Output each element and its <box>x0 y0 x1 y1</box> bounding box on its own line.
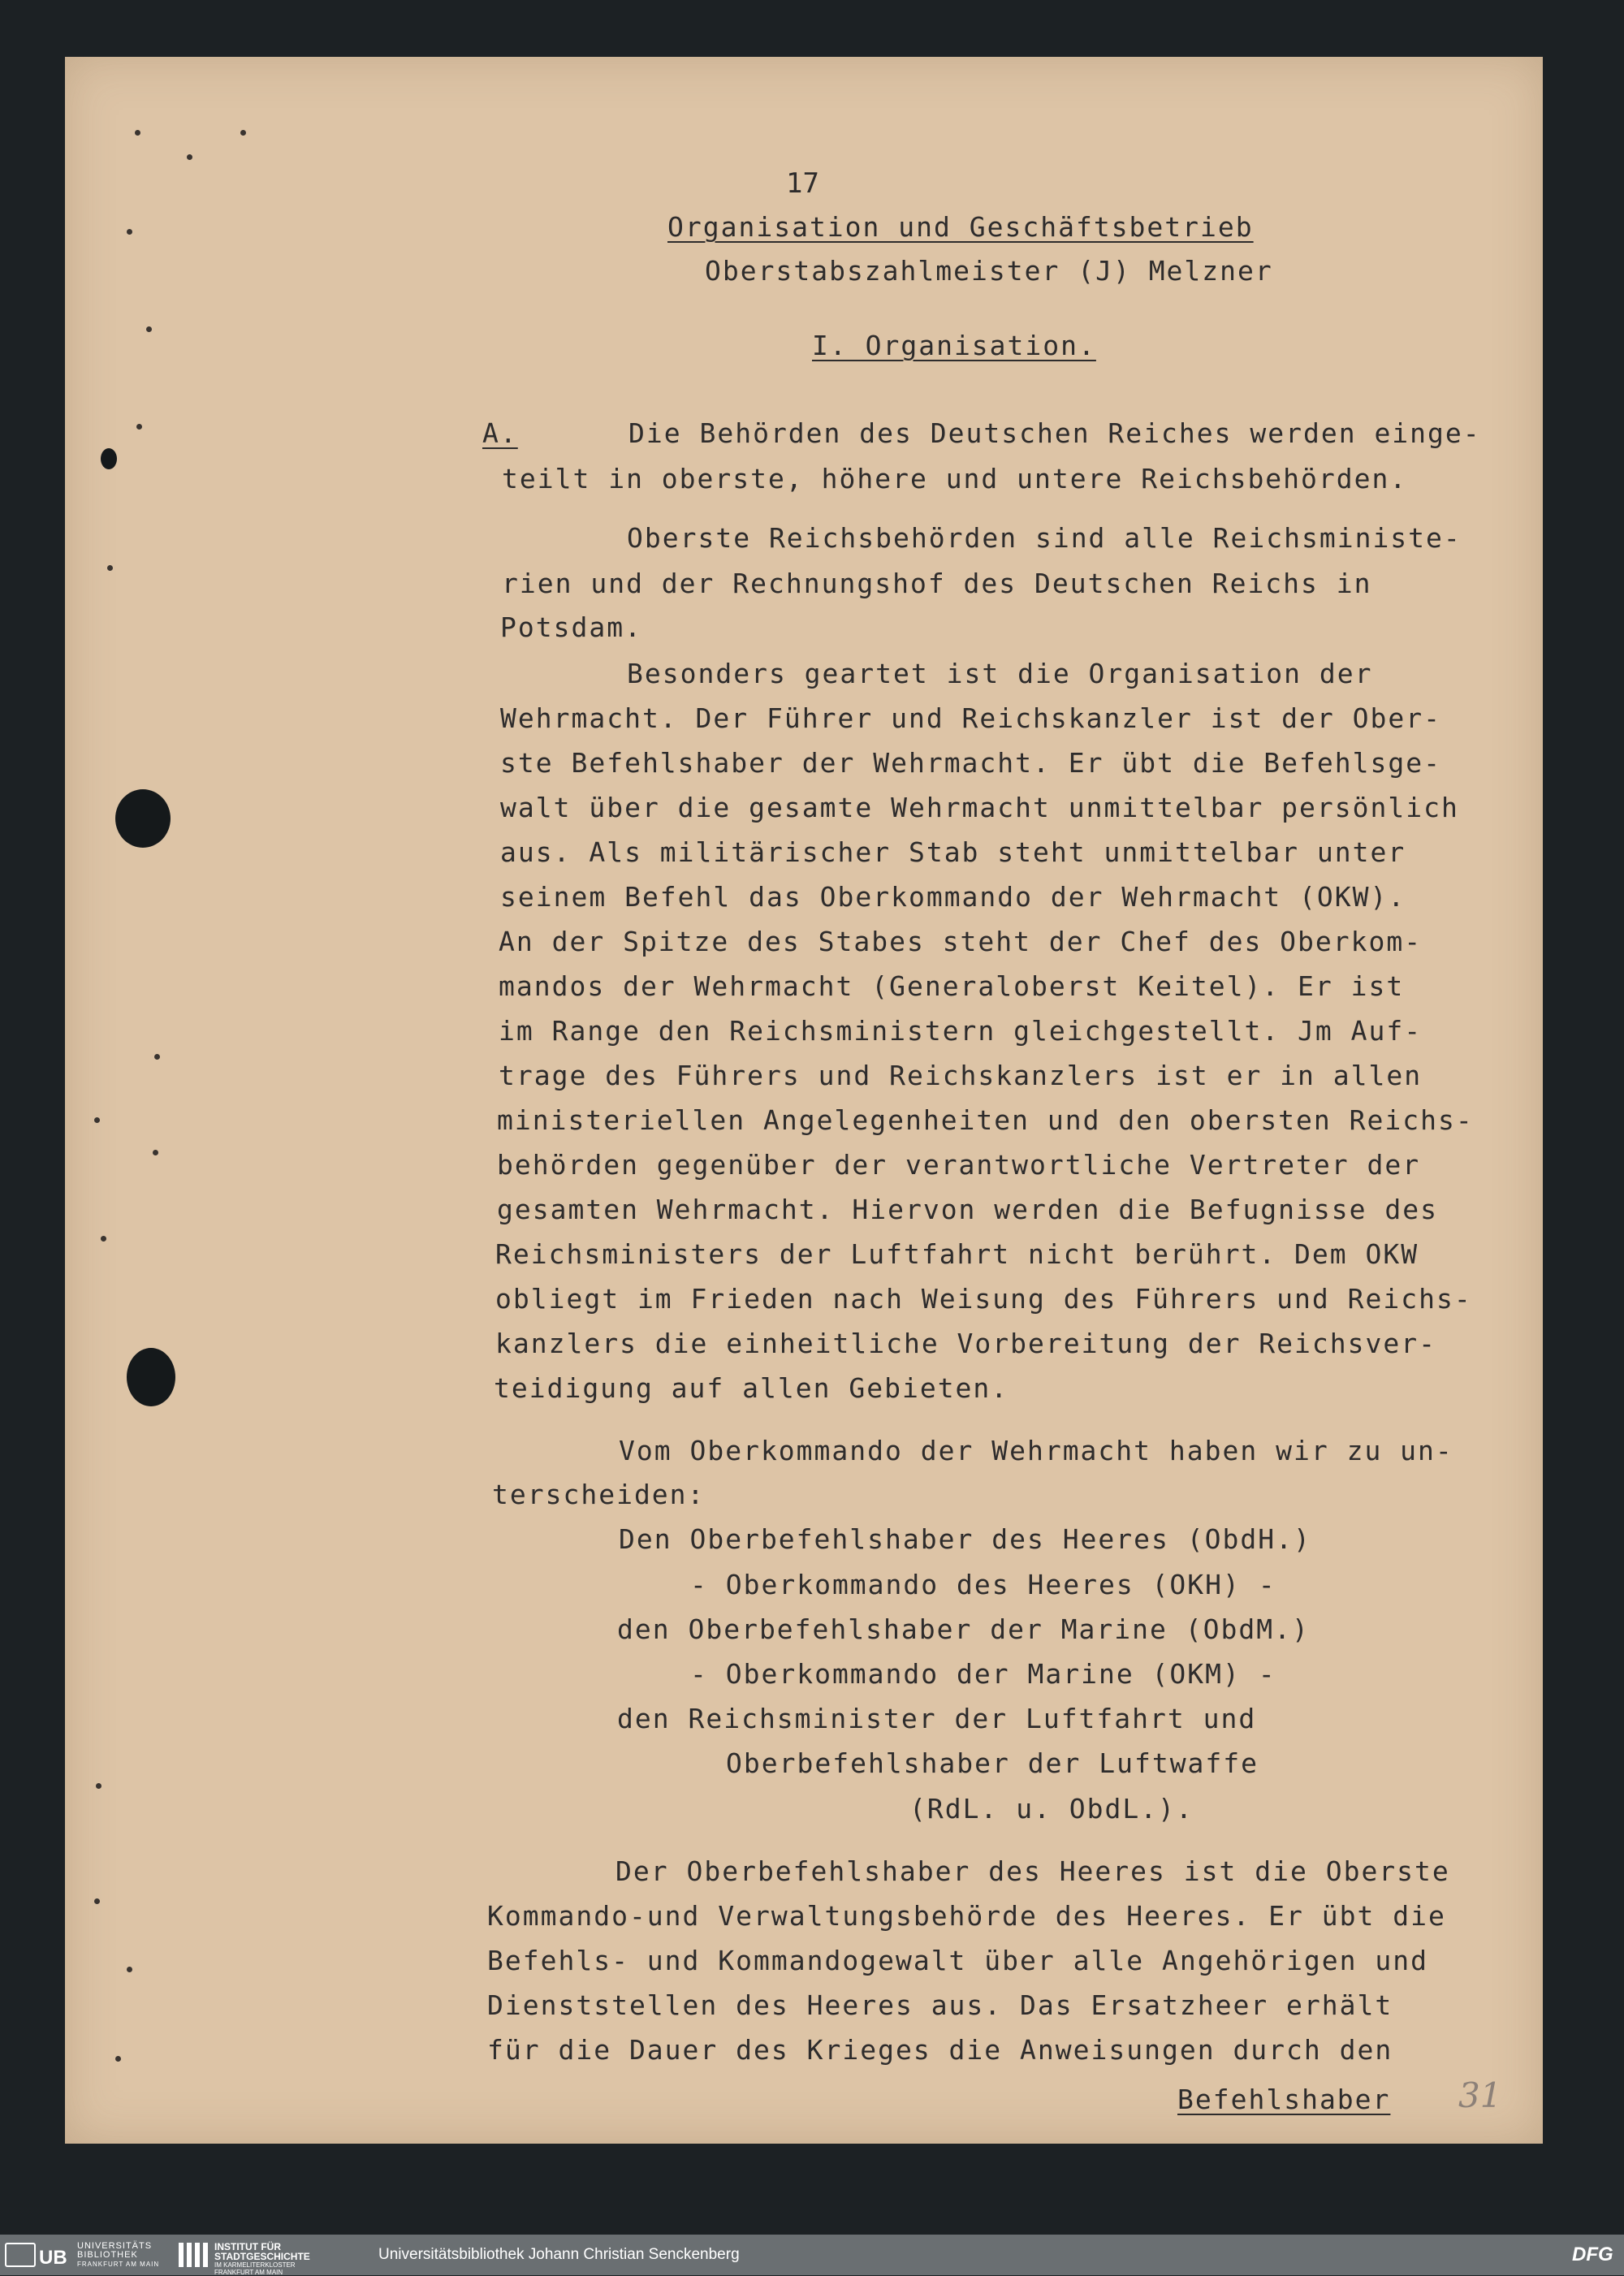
document-page <box>65 57 1543 2144</box>
list-line: den Oberbefehlshaber der Marine (ObdM.) <box>617 1613 1310 1645</box>
body-line: ste Befehlshaber der Wehrmacht. Er übt die Befehlsge- <box>500 747 1441 779</box>
section-title: I. Organisation. <box>812 330 1096 361</box>
section-marker: A. <box>482 417 518 449</box>
paper-speck <box>94 1117 100 1123</box>
ub-logo-text: UB <box>39 2247 67 2269</box>
body-line: kanzlers die einheitliche Vorbereitung der Reichsver- <box>495 1328 1436 1359</box>
catchword: Befehlshaber <box>1177 2084 1391 2115</box>
body-line: Dienststellen des Heeres aus. Das Ersatzheer erhält <box>487 1989 1393 2021</box>
paper-speck <box>96 1783 102 1789</box>
body-line: Vom Oberkommando der Wehrmacht haben wir zu un- <box>619 1435 1453 1466</box>
body-line: teidigung auf allen Gebieten. <box>494 1372 1009 1404</box>
ub-logo-subtitle <box>77 2242 159 2269</box>
isg-logo-subtitle <box>214 2242 310 2276</box>
body-line: trage des Führers und Reichskanzlers ist er in allen <box>499 1060 1423 1091</box>
list-line: - Oberkommando des Heeres (OKH) - <box>690 1569 1276 1600</box>
body-line: walt über die gesamte Wehrmacht unmittelbar persönlich <box>500 792 1459 823</box>
body-line: Die Behörden des Deutschen Reiches werden einge- <box>628 417 1481 449</box>
body-line: obliegt im Frieden nach Weisung des Führers und Reichs- <box>495 1283 1472 1315</box>
body-line: Potsdam. <box>500 611 642 643</box>
ub-logo-line: FRANKFURT AM MAIN <box>77 2261 160 2268</box>
body-line: im Range den Reichsministern gleichgestellt. Jm Auf- <box>499 1015 1423 1047</box>
document-author: Oberstabszahlmeister (J) Melzner <box>705 255 1273 287</box>
ub-logo-line: BIBLIOTHEK <box>77 2250 138 2260</box>
paper-speck <box>154 1054 160 1060</box>
ub-logo-line: UNIVERSITÄTS <box>77 2241 153 2251</box>
paper-speck <box>127 229 132 235</box>
body-line: Der Oberbefehlshaber des Heeres ist die Oberste <box>615 1855 1450 1887</box>
isg-logo-line: STADTGESCHICHTE <box>214 2251 310 2262</box>
body-line: Befehls- und Kommandogewalt über alle Angehörigen und <box>487 1945 1428 1976</box>
ub-logo-icon <box>5 2243 36 2267</box>
library-title: Universitätsbibliothek Johann Christian Senckenberg <box>378 2246 740 2263</box>
list-line: Oberbefehlshaber der Luftwaffe <box>726 1747 1259 1779</box>
punch-hole-top <box>115 789 171 848</box>
paper-speck <box>153 1150 158 1155</box>
list-line: - Oberkommando der Marine (OKM) - <box>690 1658 1276 1690</box>
paper-speck <box>94 1898 100 1904</box>
document-heading: Organisation und Geschäftsbetrieb <box>667 211 1254 243</box>
body-line: rien und der Rechnungshof des Deutschen Reichs in <box>502 568 1372 599</box>
paper-speck <box>115 2056 121 2062</box>
body-line: Besonders geartet ist die Organisation der <box>627 658 1373 689</box>
paper-speck <box>127 1967 132 1972</box>
body-line: ministeriellen Angelegenheiten und den obersten Reichs- <box>497 1104 1474 1136</box>
body-line: Oberste Reichsbehörden sind alle Reichsministe- <box>627 522 1462 554</box>
isg-logo-line: IM KARMELITERKLOSTER <box>214 2261 296 2269</box>
paper-speck <box>107 565 113 571</box>
isg-logo-line: FRANKFURT AM MAIN <box>214 2269 283 2276</box>
dfg-logo: DFG <box>1572 2244 1613 2265</box>
pencil-folio-mark: 31 <box>1458 2075 1502 2115</box>
body-line: Reichsministers der Luftfahrt nicht berührt. Dem OKW <box>495 1238 1419 1270</box>
list-line: den Reichsminister der Luftfahrt und <box>617 1703 1257 1734</box>
body-line: für die Dauer des Krieges die Anweisungen durch den <box>487 2034 1393 2066</box>
paper-speck <box>136 424 142 430</box>
body-line: seinem Befehl das Oberkommando der Wehrmacht (OKW). <box>500 881 1406 913</box>
body-line: Wehrmacht. Der Führer und Reichskanzler ist der Ober- <box>500 702 1441 734</box>
isg-logo-icon <box>177 2239 209 2270</box>
list-line: Den Oberbefehlshaber des Heeres (ObdH.) <box>619 1523 1311 1555</box>
page-number: 17 <box>786 167 819 200</box>
paper-speck <box>101 1236 106 1242</box>
ub-logo <box>5 2243 67 2270</box>
body-line: Kommando-und Verwaltungsbehörde des Heeres. Er übt die <box>487 1900 1446 1932</box>
body-line: terscheiden: <box>492 1479 706 1510</box>
body-line: mandos der Wehrmacht (Generaloberst Keitel). Er ist <box>499 970 1405 1002</box>
body-line: gesamten Wehrmacht. Hiervon werden die Befugnisse des <box>497 1194 1438 1225</box>
paper-speck <box>135 130 140 136</box>
list-line: (RdL. u. ObdL.). <box>909 1793 1194 1825</box>
isg-logo-line: INSTITUT FÜR <box>214 2241 281 2252</box>
paper-speck <box>187 154 192 160</box>
body-line: teilt in oberste, höhere und untere Reichsbehörden. <box>502 463 1408 495</box>
body-line: An der Spitze des Stabes steht der Chef des Oberkom- <box>499 926 1423 957</box>
body-line: aus. Als militärischer Stab steht unmittelbar unter <box>500 836 1406 868</box>
punch-hole-bottom <box>127 1348 175 1406</box>
footer-bar <box>0 2235 1624 2275</box>
paper-speck <box>240 130 246 136</box>
punch-hole-small <box>101 448 117 469</box>
body-line: behörden gegenüber der verantwortliche Vertreter der <box>497 1149 1421 1181</box>
paper-speck <box>146 326 152 332</box>
